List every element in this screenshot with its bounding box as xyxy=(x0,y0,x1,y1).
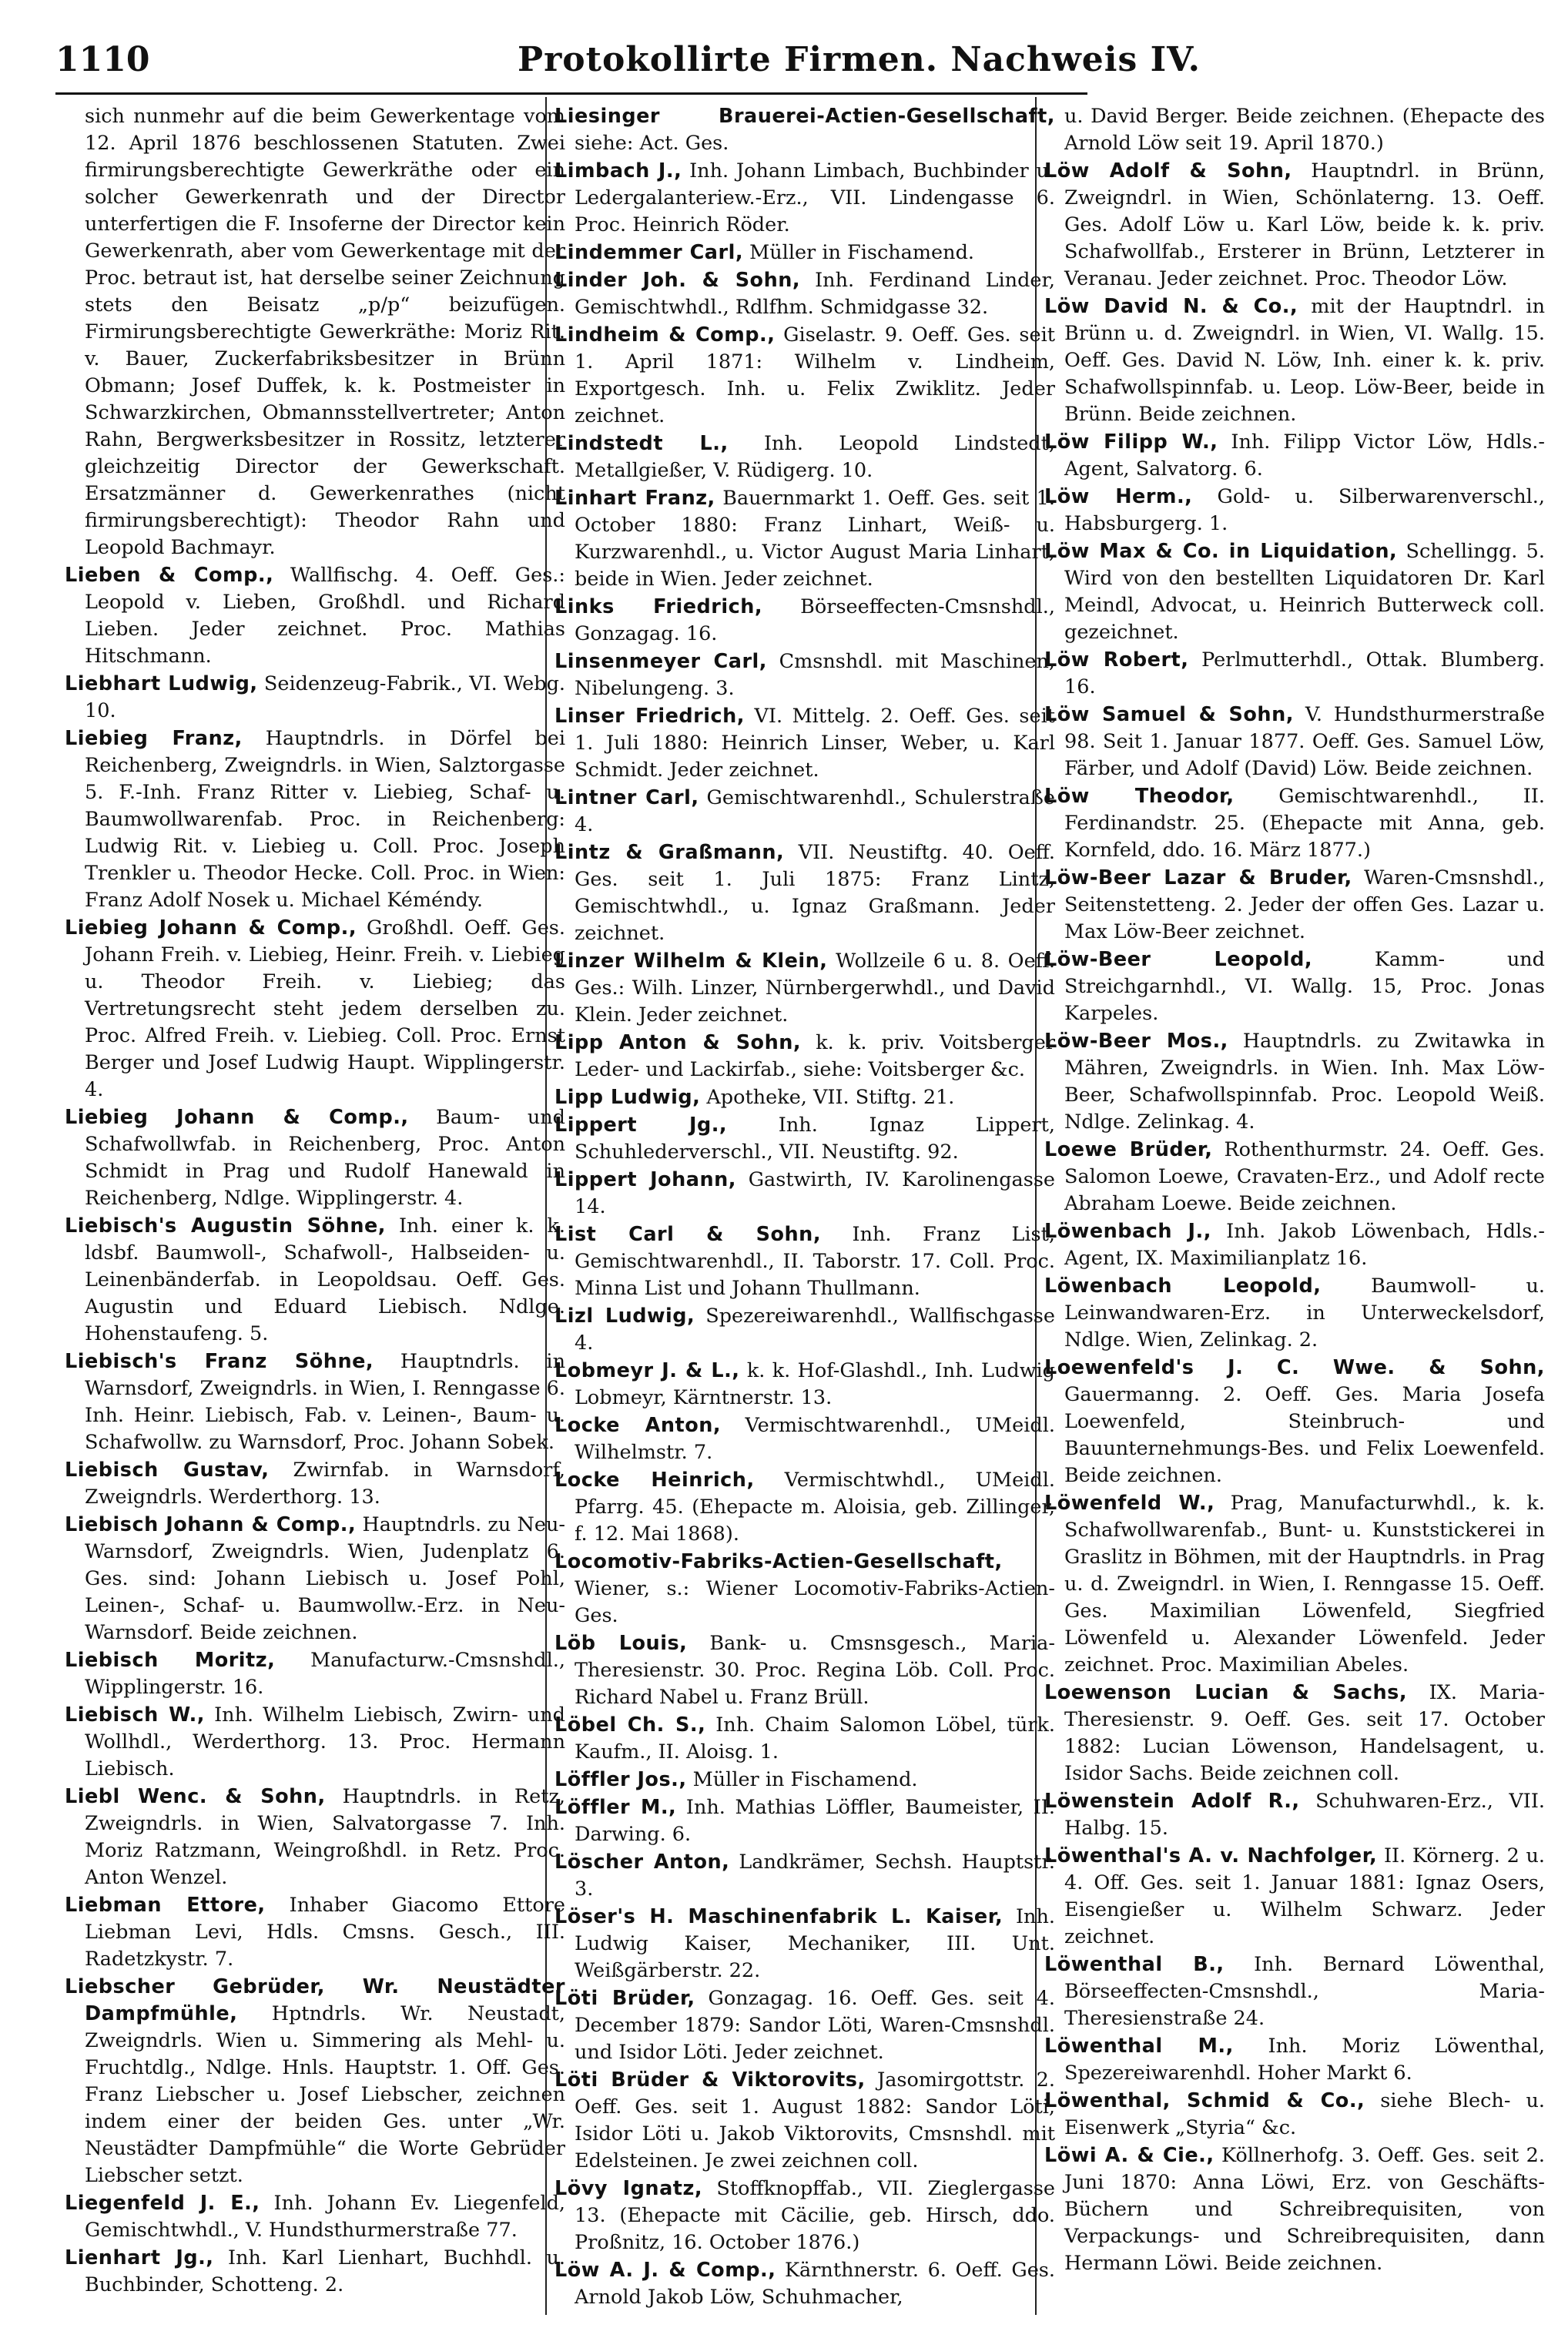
entry-text: Gemischtwarenhdl., Schulerstraße 4. xyxy=(575,786,1055,836)
entry-text: Bauernmarkt 1. Oeff. Ges. seit 1. October 1880: Franz Linhart, Weiß- u. Kurzwarenhdl., u. Victor August Maria Linhart, beide in Wien. Jeder zeichnet. xyxy=(575,487,1055,591)
entry-text: k. k. Hof-Glashdl., Inh. Ludwig Lobmeyr, Kärntnerstr. 13. xyxy=(575,1359,1055,1409)
entry-text: Inh. Ludwig Kaiser, Mechaniker, III. Unt. Weißgärberstr. 22. xyxy=(575,1905,1055,1982)
directory-entry xyxy=(1044,1028,1545,1136)
directory-entry xyxy=(554,648,1055,702)
firm-name: Links Friedrich, xyxy=(554,595,763,618)
firm-name: Liebisch's Franz Söhne, xyxy=(65,1350,374,1373)
directory-entry xyxy=(554,103,1055,157)
firm-name: Liebl Wenc. & Sohn, xyxy=(65,1785,326,1808)
directory-entry xyxy=(1044,1490,1545,1679)
directory-entry xyxy=(554,1084,1055,1111)
firm-name: Liebisch Gustav, xyxy=(65,1459,270,1482)
entry-text: Zwirnfab. in Warnsdorf, Zweigndrls. Werderthorg. 13. xyxy=(85,1459,565,1509)
entry-text: Inhaber Giacomo Ettore Liebman Levi, Hdls. Cmsns. Gesch., III. Radetzkystr. 7. xyxy=(85,1894,565,1971)
firm-name: Löwenfeld W., xyxy=(1044,1492,1215,1515)
entry-text: Inh. Johann Limbach, Buchbinder u. Ledergalanteriew.-Erz., VII. Lindengasse 6. Proc. Heinrich Röder. xyxy=(575,159,1055,236)
directory-entry xyxy=(1044,1355,1545,1489)
entry-text: Inh. einer k. k. ldsbf. Baumwoll-, Schafwoll-, Halbseiden- u. Leinenbänderfab. in Leopoldsau. Oeff. Ges. Augustin und Eduard Liebisch. Ndlge. Hohenstaufeng. 5. xyxy=(85,1214,565,1345)
entry-text: VII. Neustiftg. 40. Oeff. Ges. seit 1. Juli 1875: Franz Lintz, Gemischtwhdl., u. Ignaz Graßmann. Jeder zeichnet. xyxy=(575,841,1055,945)
directory-entry xyxy=(554,1904,1055,1985)
firm-name: Löser's H. Maschinenfabrik L. Kaiser, xyxy=(554,1905,1003,1928)
directory-entry xyxy=(1044,946,1545,1027)
firm-name: Liebman Ettore, xyxy=(65,1894,266,1917)
firm-name: Lizl Ludwig, xyxy=(554,1305,695,1328)
entry-text: Hauptndrl. in Brünn, Zweigndrl. in Wien, Schönlaterng. 13. Oeff. Ges. Adolf Löw u. Karl Löw, beide k. k. priv. Schafwollfab., Ersterer in Brünn, Letzterer in Veranau. Jeder zeichnet. Proc. Theodor Löw. xyxy=(1064,159,1545,290)
firm-name: Löw-Beer Lazar & Bruder, xyxy=(1044,866,1352,889)
entry-text: Schuhwaren-Erz., VII. Halbg. 15. xyxy=(1064,1790,1545,1840)
entry-text: Inh. Bernard Löwenthal, Börseeffecten-Cmsnshdl., Maria-Theresienstraße 24. xyxy=(1064,1953,1545,2030)
column-middle xyxy=(554,103,1055,2320)
entry-continuation xyxy=(1044,103,1545,157)
directory-entry xyxy=(554,430,1055,484)
entry-text: Inh. Leopold Lindstedt, Metallgießer, V. Rüdigerg. 10. xyxy=(575,432,1055,482)
directory-entry xyxy=(1044,1951,1545,2032)
directory-entry xyxy=(554,948,1055,1029)
firm-name: Liebieg Johann & Comp., xyxy=(65,916,357,940)
directory-entry xyxy=(65,725,565,914)
directory-entry xyxy=(1044,1218,1545,1272)
firm-name: Löbel Ch. S., xyxy=(554,1713,706,1737)
directory-entry xyxy=(554,1985,1055,2066)
directory-entry xyxy=(554,2067,1055,2175)
directory-entry xyxy=(1044,1788,1545,1842)
directory-entry xyxy=(554,1467,1055,1548)
directory-entry xyxy=(1044,783,1545,864)
firm-name: Löw Robert, xyxy=(1044,648,1189,672)
entry-text: Vermischtwarenhdl., UMeidl. Wilhelmstr. 7. xyxy=(575,1414,1055,1464)
entry-text: Wallfischg. 4. Oeff. Ges.: Leopold v. Lieben, Großhdl. und Richard Lieben. Jeder zeichnet. Proc. Mathias Hitschmann. xyxy=(85,564,565,668)
directory-entry xyxy=(554,1849,1055,1903)
firm-name: Lövy Ignatz, xyxy=(554,2177,703,2200)
entry-text: Inh. Filipp Victor Löw, Hdls.-Agent, Salvatorg. 6. xyxy=(1064,430,1545,481)
entry-text: Inh. Franz List, Gemischtwarenhdl., II. Taborstr. 17. Coll. Proc. Minna List und Johann Thullmann. xyxy=(575,1223,1055,1300)
directory-entry xyxy=(65,1512,565,1646)
directory-entry xyxy=(554,2176,1055,2256)
directory-entry xyxy=(554,839,1055,947)
firm-name: Löw Samuel & Sohn, xyxy=(1044,703,1294,726)
page-title: Protokollirte Firmen. Nachweis IV. xyxy=(518,40,1201,79)
directory-entry xyxy=(1044,484,1545,538)
entry-text: Hauptndrls. zu Zwitawka in Mähren, Zweigndrls. in Wien. Inh. Max Löw-Beer, Schafwollspinnfab. Proc. Leopold Weiß. Ndlge. Zelinkag. 4. xyxy=(1064,1030,1545,1134)
directory-entry xyxy=(554,485,1055,593)
entry-text: mit der Hauptndrl. in Brünn u. d. Zweigndrl. in Wien, VI. Wallg. 15. Oeff. Ges. David N. Löw, Inh. einer k. k. priv. Schafwollspinnfab. u. Leop. Löw-Beer, beide in Brünn. Beide zeichnen. xyxy=(1064,295,1545,426)
firm-name: Liebisch's Augustin Söhne, xyxy=(65,1214,386,1238)
entry-text: Inh. Karl Lienhart, Buchhdl. u. Buchbinder, Schotteng. 2. xyxy=(85,2246,565,2296)
entry-text: Jasomirgottstr. 2. Oeff. Ges. seit 1. August 1882: Sandor Löti, Isidor Löti u. Jakob Viktorovits, Cmsnshdl. mit Edelsteinen. Je zwei zeichnen coll. xyxy=(575,2068,1055,2172)
directory-entry xyxy=(554,1794,1055,1848)
firm-name: Löwenstein Adolf R., xyxy=(1044,1790,1300,1813)
directory-entry xyxy=(65,562,565,670)
firm-name: Lindstedt L., xyxy=(554,432,729,455)
entry-text: Kamm- und Streichgarnhdl., VI. Wallg. 15, Proc. Jonas Karpeles. xyxy=(1064,948,1545,1025)
firm-name: Lienhart Jg., xyxy=(65,2246,214,2269)
entry-text: Gonzagag. 16. Oeff. Ges. seit 4. December 1879: Sandor Löti, Waren-Cmsnshdl. und Isidor Löti. Jeder zeichnet. xyxy=(575,1987,1055,2064)
firm-name: Liebieg Johann & Comp., xyxy=(65,1106,409,1129)
directory-entry xyxy=(1044,1843,1545,1951)
directory-entry xyxy=(554,1221,1055,1302)
entry-text: Cmsnshdl. mit Maschinen, Nibelungeng. 3. xyxy=(575,650,1055,700)
entry-continuation xyxy=(65,103,565,561)
entry-text: u. David Berger. Beide zeichnen. (Ehepacte des Arnold Löw seit 19. April 1870.) xyxy=(1064,105,1545,155)
entry-text: sich nunmehr auf die beim Gewerkentage vom 12. April 1876 beschlossenen Statuten. Zwei firmirungsberechtigte Gewerkräthe oder ein solcher Gewerkenrath und der Director unterfertigen die F. Insoferne der Director kein Gewerkenrath, aber vom Gewerkentage mit der Proc. betraut ist, hat derselbe seiner Zeichnung stets den Beisatz „p/p“ beizufügen. Firmirungsberechtigte Gewerkräthe: Moriz Rit. v. Bauer, Zuckerfabriksbesitzer in Brünn Obmann; Josef Duffek, k. k. Postmeister in Schwarzkirchen, Obmannsstellvertreter; Anton Rahn, Bergwerksbesitzer in Rossitz, letzterer gleichzeitig Director der Gewerkschaft. Ersatzmänner d. Gewerkenrathes (nicht firmirungsberechtigt): Theodor Rahn und Leopold Bachmayr. xyxy=(85,105,565,559)
entry-text: Wollzeile 6 u. 8. Oeff. Ges.: Wilh. Linzer, Nürnbergerwhdl., und David Klein. Jeder zeichnet. xyxy=(575,950,1055,1027)
entry-text: Hauptndrls. in Retz, Zweigndrls. in Wien, Salvatorgasse 7. Inh. Moriz Ratzmann, Weingroßhdl. in Retz. Proc. Anton Wenzel. xyxy=(85,1785,565,1889)
directory-entry xyxy=(554,1358,1055,1412)
firm-name: Liesinger Brauerei-Actien-Gesellschaft, xyxy=(554,105,1055,128)
directory-entry xyxy=(1044,1273,1545,1354)
entry-text: Hauptndrls. zu Neu-Warnsdorf, Zweigndrls. Wien, Judenplatz 6. Ges. sind: Johann Liebisch u. Josef Pohl, Leinen-, Schaf- u. Baumwollw.-Erz. in Neu-Warnsdorf. Beide zeichnen. xyxy=(85,1513,565,1644)
directory-entry xyxy=(1044,647,1545,701)
entry-text: Inh. Ferdinand Linder, Gemischtwhdl., Rdlfhm. Schmidgasse 32. xyxy=(575,269,1055,319)
firm-name: Lieben & Comp., xyxy=(65,564,274,587)
entry-text: Seidenzeug-Fabrik., VI. Webg. 10. xyxy=(85,672,565,722)
directory-entry xyxy=(554,1412,1055,1466)
directory-entry xyxy=(554,1767,1055,1794)
directory-entry xyxy=(554,239,1055,266)
firm-name: Löti Brüder, xyxy=(554,1987,695,2010)
firm-name: Locomotiv-Fabriks-Actien-Gesellschaft, xyxy=(554,1550,1003,1573)
firm-name: Löw Max & Co. in Liquidation, xyxy=(1044,540,1398,563)
directory-entry xyxy=(554,2257,1055,2311)
directory-entry xyxy=(65,1647,565,1701)
firm-name: Löscher Anton, xyxy=(554,1851,730,1874)
firm-name: Lipp Ludwig, xyxy=(554,1086,701,1109)
entry-text: Waren-Cmsnshdl., Seitenstetteng. 2. Jeder der offen Ges. Lazar u. Max Löw-Beer zeichnet. xyxy=(1064,866,1545,943)
entry-text: Rothenthurmstr. 24. Oeff. Ges. Salomon Loewe, Cravaten-Erz., und Adolf recte Abraham Loewe. Beide zeichnen. xyxy=(1064,1138,1545,1215)
directory-entry xyxy=(554,594,1055,648)
directory-entry xyxy=(65,1892,565,1973)
directory-entry xyxy=(554,158,1055,239)
entry-text: Giselastr. 9. Oeff. Ges. seit 1. April 1871: Wilhelm v. Lindheim, Exportgesch. Inh. u. Felix Zwiklitz. Jeder zeichnet. xyxy=(575,323,1055,427)
firm-name: Löw Theodor, xyxy=(1044,785,1235,808)
entry-text: Hptndrls. Wr. Neustadt, Zweigndrls. Wien u. Simmering als Mehl- u. Fruchtdlg., Ndlge. Hnls. Hauptstr. 1. Off. Ges. Franz Liebscher u. Josef Liebscher, zeichnen indem einer der beiden Ges. unter „Wr. Neustädter Dampfmühle“ die Worte Gebrüder Liebscher setzt. xyxy=(85,2002,565,2187)
entry-text: Gold- u. Silberwarenverschl., Habsburgerg. 1. xyxy=(1064,485,1545,535)
firm-name: Löwenbach J., xyxy=(1044,1220,1211,1243)
firm-name: Löb Louis, xyxy=(554,1632,688,1655)
firm-name: Löwenthal M., xyxy=(1044,2035,1234,2058)
directory-entry xyxy=(65,915,565,1104)
firm-name: Löw David N. & Co., xyxy=(1044,295,1298,318)
entry-text: Inh. Moriz Löwenthal, Spezereiwarenhdl. Hoher Markt 6. xyxy=(1064,2035,1545,2085)
entry-text: Großhdl. Oeff. Ges. Johann Freih. v. Liebieg, Heinr. Freih. v. Liebieg u. Theodor Freih. v. Liebieg; das Vertretungsrecht steht jedem derselben zu. Proc. Alfred Freih. v. Liebieg. Coll. Proc. Ernst Berger und Josef Ludwig Haupt. Wipplingerstr. 4. xyxy=(85,916,565,1101)
directory-entry xyxy=(554,322,1055,430)
firm-name: Linhart Franz, xyxy=(554,487,715,510)
directory-entry xyxy=(1044,2033,1545,2087)
firm-name: Linzer Wilhelm & Klein, xyxy=(554,950,828,973)
directory-entry xyxy=(65,1213,565,1348)
firm-name: Loewenfeld's J. C. Wwe. & Sohn, xyxy=(1044,1356,1545,1379)
entry-text: Hauptndrls. in Dörfel bei Reichenberg, Zweigndrls. in Wien, Salztorgasse 5. F.-Inh. Franz Ritter v. Liebieg, Schaf- u. Baumwollwarenfab. Proc. in Reichenberg: Ludwig Rit. v. Liebieg u. Coll. Proc. Joseph Trenkler u. Theodor Hecke. Coll. Proc. in Wien: Franz Adolf Nosek u. Michael Kéméndy. xyxy=(85,727,565,912)
firm-name: Löw A. J. & Comp., xyxy=(554,2259,776,2282)
entry-text: Apotheke, VII. Stiftg. 21. xyxy=(706,1086,955,1109)
firm-name: Löti Brüder & Viktorovits, xyxy=(554,2068,866,2092)
entry-text: Manufacturw.-Cmsnshdl., Wipplingerstr. 16. xyxy=(85,1649,565,1699)
directory-entry xyxy=(1044,429,1545,483)
firm-name: Löwenbach Leopold, xyxy=(1044,1275,1322,1298)
entry-text: Gauermanng. 2. Oeff. Ges. Maria Josefa Loewenfeld, Steinbruch- und Bauunternehmungs-Bes. und Felix Loewenfeld. Beide zeichnen. xyxy=(1064,1383,1545,1487)
firm-name: Löwenthal B., xyxy=(1044,1953,1225,1976)
page-number: 1110 xyxy=(55,40,150,79)
entry-text: Perlmutterhdl., Ottak. Blumberg. 16. xyxy=(1064,648,1545,698)
entry-text: Baum- und Schafwollwfab. in Reichenberg, Proc. Anton Schmidt in Prag und Rudolf Hanewald in Reichenberg, Ndlge. Wipplingerstr. 4. xyxy=(85,1106,565,1210)
firm-name: Lintner Carl, xyxy=(554,786,699,809)
directory-entry xyxy=(1044,158,1545,293)
firm-name: Löwenthal, Schmid & Co., xyxy=(1044,2089,1365,2112)
firm-name: Limbach J., xyxy=(554,159,682,183)
entry-text: Kärnthnerstr. 6. Oeff. Ges. Arnold Jakob Löw, Schuhmacher, xyxy=(575,2259,1055,2309)
firm-name: Lippert Jg., xyxy=(554,1114,728,1137)
firm-name: Löffler Jos., xyxy=(554,1768,687,1791)
firm-name: Loewe Brüder, xyxy=(1044,1138,1213,1161)
entry-text: siehe: Act. Ges. xyxy=(575,132,729,155)
directory-entry xyxy=(554,1712,1055,1766)
directory-entry xyxy=(65,1784,565,1891)
entry-text: Wiener, s.: Wiener Locomotiv-Fabriks-Actien-Ges. xyxy=(575,1577,1055,1627)
entry-text: Inh. Ignaz Lippert, Schuhlederverschl., VII. Neustiftg. 92. xyxy=(575,1114,1055,1164)
entry-text: Gemischtwarenhdl., II. Ferdinandstr. 25. (Ehepacte mit Anna, geb. Kornfeld, ddo. 16. März 1877.) xyxy=(1064,785,1545,862)
directory-entry xyxy=(1044,2142,1545,2277)
firm-name: Löwi A. & Cie., xyxy=(1044,2144,1215,2167)
entry-text: Stoffknopffab., VII. Zieglergasse 13. (Ehepacte mit Cäcilie, geb. Hirsch, ddo. Proßnitz, 16. October 1876.) xyxy=(575,2177,1055,2254)
firm-name: Löw-Beer Leopold, xyxy=(1044,948,1313,971)
firm-name: Lintz & Graßmann, xyxy=(554,841,785,864)
directory-entry xyxy=(554,1549,1055,1630)
firm-name: Liebhart Ludwig, xyxy=(65,672,258,695)
entry-text: VI. Mittelg. 2. Oeff. Ges. seit 1. Juli 1880: Heinrich Linser, Weber, u. Karl Schmidt. Jeder zeichnet. xyxy=(575,705,1055,782)
directory-entry xyxy=(1044,1680,1545,1787)
entry-text: k. k. priv. Voitsberger Leder- und Lackirfab., siehe: Voitsberger &c. xyxy=(575,1031,1055,1081)
column-right xyxy=(1044,103,1545,2320)
directory-entry xyxy=(1044,2088,1545,2142)
directory-entry xyxy=(65,671,565,725)
entry-text: Landkrämer, Sechsh. Hauptstr. 3. xyxy=(575,1851,1055,1901)
firm-name: List Carl & Sohn, xyxy=(554,1223,822,1246)
firm-name: Liebieg Franz, xyxy=(65,727,243,750)
firm-name: Löw-Beer Mos., xyxy=(1044,1030,1228,1053)
firm-name: Locke Heinrich, xyxy=(554,1469,755,1492)
entry-text: V. Hundsthurmerstraße 98. Seit 1. Januar 1877. Oeff. Ges. Samuel Löw, Färber, und Adolf (David) Löw. Beide zeichnen. xyxy=(1064,703,1545,780)
directory-entry xyxy=(1044,702,1545,782)
firm-name: Loewenson Lucian & Sachs, xyxy=(1044,1681,1408,1704)
firm-name: Liebisch Johann & Comp., xyxy=(65,1513,357,1536)
entry-text: Inh. Wilhelm Liebisch, Zwirn- und Wollhdl., Werderthorg. 13. Proc. Hermann Liebisch. xyxy=(85,1703,565,1780)
directory-entry xyxy=(65,1457,565,1511)
entry-text: Prag, Manufacturwhdl., k. k. Schafwollwarenfab., Bunt- u. Kunststickerei in Graslitz in Böhmen, mit der Hauptndrls. in Prag u. d. Zweigndrl. in Wien, I. Renngasse 15. Oeff. Ges. Maximilian Löwenfeld, Siegfried Löwenfeld u. Alexander Löwenfeld. Jeder zeichnet. Proc. Maximilian Abeles. xyxy=(1064,1492,1545,1676)
entry-text: Köllnerhofg. 3. Oeff. Ges. seit 2. Juni 1870: Anna Löwi, Erz. von Geschäfts-Büchern und Schreibrequisiten, von Verpackungs- und Schreibrequisiten, dann Hermann Löwi. Beide zeichnen. xyxy=(1064,2144,1545,2275)
firm-name: Lippert Johann, xyxy=(554,1168,736,1191)
directory-entry xyxy=(554,785,1055,839)
directory-entry xyxy=(554,703,1055,784)
entry-text: IX. Maria-Theresienstr. 9. Oeff. Ges. seit 17. October 1882: Lucian Löwenson, Handelsagent, u. Isidor Sachs. Beide zeichnen coll. xyxy=(1064,1681,1545,1785)
page-header xyxy=(55,29,1201,100)
directory-entry xyxy=(554,1112,1055,1166)
firm-name: Löw Adolf & Sohn, xyxy=(1044,159,1292,183)
firm-name: Linser Friedrich, xyxy=(554,705,745,728)
entry-text: Hauptndrls. in Warnsdorf, Zweigndrls. in Wien, I. Renngasse 6. Inh. Heinr. Liebisch, Fab. v. Leinen-, Baum- u. Schafwollw. zu Warnsdorf, Proc. Johann Sobek. xyxy=(85,1350,565,1454)
directory-entry xyxy=(65,1104,565,1212)
directory-entry xyxy=(554,1303,1055,1357)
entry-text: Inh. Jakob Löwenbach, Hdls.-Agent, IX. Maximilianplatz 16. xyxy=(1064,1220,1545,1270)
entry-text: Spezereiwarenhdl., Wallfischgasse 4. xyxy=(575,1305,1055,1355)
firm-name: Lipp Anton & Sohn, xyxy=(554,1031,802,1054)
entry-text: Inh. Mathias Löffler, Baumeister, II. Darwing. 6. xyxy=(575,1796,1055,1846)
firm-name: Liebisch Moritz, xyxy=(65,1649,276,1672)
entry-text: Gastwirth, IV. Karolinengasse 14. xyxy=(575,1168,1055,1218)
firm-name: Lindemmer Carl, xyxy=(554,241,744,264)
directory-entry xyxy=(65,1702,565,1783)
entry-text: Baumwoll- u. Leinwandwaren-Erz. in Unterweckelsdorf, Ndlge. Wien, Zelinkag. 2. xyxy=(1064,1275,1545,1352)
firm-name: Löwenthal's A. v. Nachfolger, xyxy=(1044,1844,1378,1867)
entry-text: II. Körnerg. 2 u. 4. Off. Ges. seit 1. Januar 1881: Ignaz Osers, Eisengießer u. Wilhelm Schwarz. Jeder zeichnet. xyxy=(1064,1844,1545,1948)
column-left xyxy=(65,103,565,2320)
entry-text: Müller in Fischamend. xyxy=(749,241,975,264)
firm-name: Löw Herm., xyxy=(1044,485,1193,508)
directory-entry xyxy=(65,2190,565,2244)
directory-entry xyxy=(65,1348,565,1456)
directory-entry xyxy=(1044,865,1545,946)
header-rule xyxy=(55,92,1087,95)
firm-name: Linder Joh. & Sohn, xyxy=(554,269,801,292)
entry-text: siehe Blech- u. Eisenwerk „Styria“ &c. xyxy=(1064,2089,1545,2139)
firm-name: Löffler M., xyxy=(554,1796,677,1819)
firm-name: Löw Filipp W., xyxy=(1044,430,1218,454)
entry-text: Börseeffecten-Cmsnshdl., Gonzagag. 16. xyxy=(575,595,1055,645)
directory-entry xyxy=(554,267,1055,321)
directory-entry xyxy=(554,1030,1055,1084)
directory-entry xyxy=(1044,293,1545,428)
firm-name: Liebisch W., xyxy=(65,1703,205,1727)
directory-entry xyxy=(65,1974,565,2189)
directory-entry xyxy=(65,2245,565,2299)
entry-text: Müller in Fischamend. xyxy=(692,1768,918,1791)
entry-text: Bank- u. Cmsnsgesch., Maria-Theresienstr. 30. Proc. Regina Löb. Coll. Proc. Richard Nabel u. Franz Brüll. xyxy=(575,1632,1055,1709)
directory-entry xyxy=(554,1167,1055,1221)
firm-name: Liebscher Gebrüder, Wr. Neustädter Dampfmühle, xyxy=(65,1975,565,2025)
directory-entry xyxy=(1044,538,1545,646)
firm-name: Liegenfeld J. E., xyxy=(65,2192,260,2215)
entry-text: Vermischtwhdl., UMeidl. Pfarrg. 45. (Ehepacte m. Aloisia, geb. Zillinger, f. 12. Mai 1868). xyxy=(575,1469,1055,1546)
entry-text: Schellingg. 5. Wird von den bestellten Liquidatoren Dr. Karl Meindl, Advocat, u. Heinrich Butterweck coll. gezeichnet. xyxy=(1064,540,1545,644)
directory-entry xyxy=(554,1630,1055,1711)
firm-name: Lindheim & Comp., xyxy=(554,323,776,347)
firm-name: Linsenmeyer Carl, xyxy=(554,650,767,673)
directory-entry xyxy=(1044,1137,1545,1218)
firm-name: Lobmeyr J. & L., xyxy=(554,1359,740,1382)
entry-text: Inh. Johann Ev. Liegenfeld, Gemischtwhdl., V. Hundsthurmerstraße 77. xyxy=(85,2192,565,2242)
firm-name: Locke Anton, xyxy=(554,1414,722,1437)
entry-text: Inh. Chaim Salomon Löbel, türk. Kaufm., II. Aloisg. 1. xyxy=(575,1713,1055,1764)
